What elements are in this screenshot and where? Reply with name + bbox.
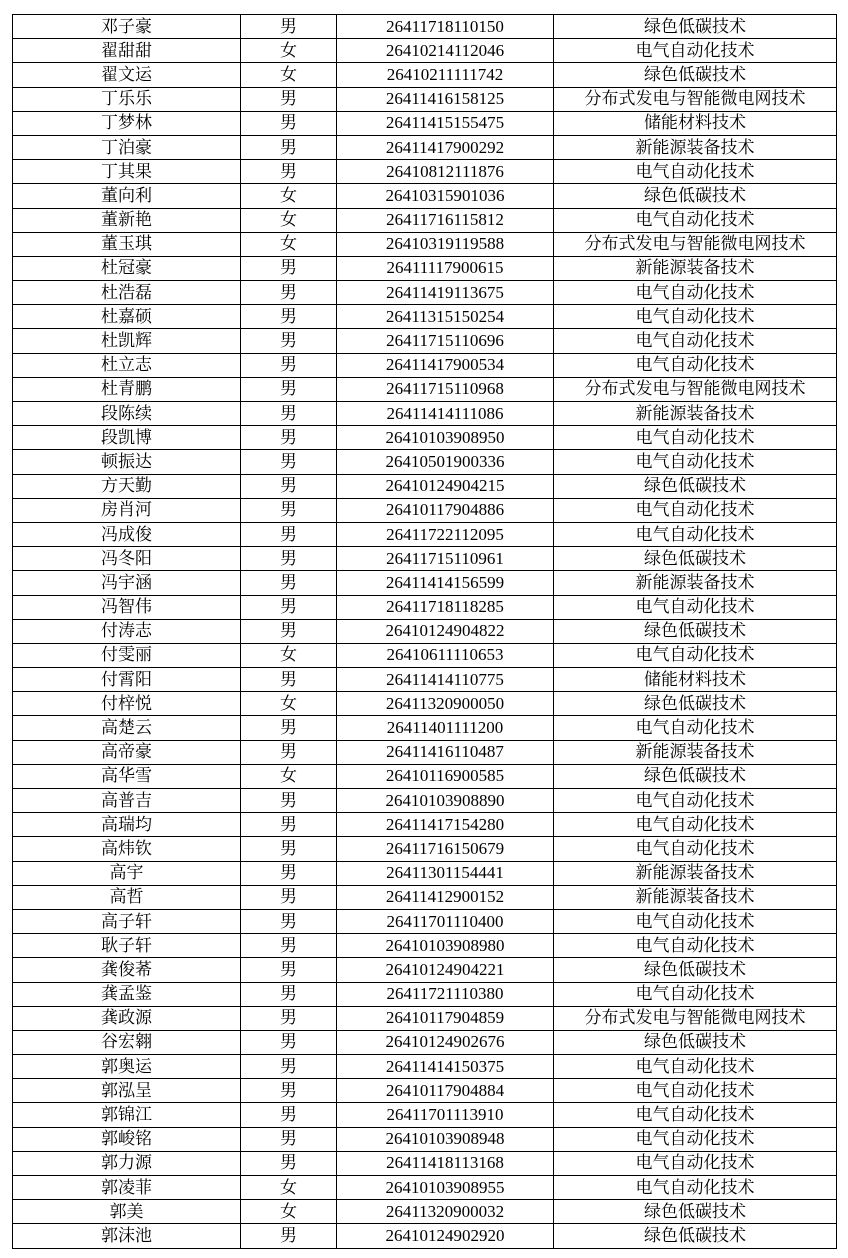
- major-cell: 新能源装备技术: [554, 402, 837, 426]
- student-name-cell: 翟甜甜: [13, 39, 241, 63]
- table-row: [13, 208, 837, 232]
- exam-number-cell: 26410315901036: [337, 184, 554, 208]
- student-name-cell: 冯宇涵: [13, 571, 241, 595]
- exam-number-cell: 26411417154280: [337, 813, 554, 837]
- gender-cell: 女: [241, 184, 337, 208]
- student-list-sheet: [12, 14, 836, 1249]
- exam-number-cell: 26411721110380: [337, 982, 554, 1006]
- gender-cell: 女: [241, 764, 337, 788]
- gender-cell: 男: [241, 474, 337, 498]
- table-row: [13, 1030, 837, 1054]
- student-name-cell: 郭奥运: [13, 1055, 241, 1079]
- table-row: [13, 522, 837, 546]
- gender-cell: 女: [241, 1200, 337, 1224]
- student-name-cell: 付梓悦: [13, 692, 241, 716]
- student-name-cell: 龚俊莃: [13, 958, 241, 982]
- major-cell: 绿色低碳技术: [554, 958, 837, 982]
- gender-cell: 男: [241, 740, 337, 764]
- major-cell: 新能源装备技术: [554, 885, 837, 909]
- gender-cell: 男: [241, 111, 337, 135]
- exam-number-cell: 26410124902676: [337, 1030, 554, 1054]
- student-name-cell: 方天勤: [13, 474, 241, 498]
- major-cell: 电气自动化技术: [554, 1127, 837, 1151]
- table-row: [13, 958, 837, 982]
- student-name-cell: 高普吉: [13, 789, 241, 813]
- table-row: [13, 111, 837, 135]
- major-cell: 电气自动化技术: [554, 1103, 837, 1127]
- exam-number-cell: 26411320900032: [337, 1200, 554, 1224]
- major-cell: 绿色低碳技术: [554, 184, 837, 208]
- exam-number-cell: 26410103908890: [337, 789, 554, 813]
- student-name-cell: 董玉琪: [13, 232, 241, 256]
- student-name-cell: 龚政源: [13, 1006, 241, 1030]
- table-row: [13, 619, 837, 643]
- student-name-cell: 丁乐乐: [13, 87, 241, 111]
- gender-cell: 男: [241, 15, 337, 39]
- student-name-cell: 付雯丽: [13, 643, 241, 667]
- gender-cell: 男: [241, 595, 337, 619]
- gender-cell: 男: [241, 87, 337, 111]
- gender-cell: 男: [241, 160, 337, 184]
- exam-number-cell: 26410501900336: [337, 450, 554, 474]
- exam-number-cell: 26411418113168: [337, 1151, 554, 1175]
- table-row: [13, 1200, 837, 1224]
- exam-number-cell: 26411716115812: [337, 208, 554, 232]
- major-cell: 绿色低碳技术: [554, 474, 837, 498]
- student-name-cell: 段凯博: [13, 426, 241, 450]
- table-row: [13, 692, 837, 716]
- major-cell: 电气自动化技术: [554, 281, 837, 305]
- student-name-cell: 杜凯辉: [13, 329, 241, 353]
- exam-number-cell: 26411416110487: [337, 740, 554, 764]
- table-row: [13, 329, 837, 353]
- gender-cell: 男: [241, 1030, 337, 1054]
- student-name-cell: 高哲: [13, 885, 241, 909]
- student-name-cell: 杜嘉硕: [13, 305, 241, 329]
- student-name-cell: 郭美: [13, 1200, 241, 1224]
- student-name-cell: 董向利: [13, 184, 241, 208]
- exam-number-cell: 26410319119588: [337, 232, 554, 256]
- major-cell: 电气自动化技术: [554, 522, 837, 546]
- table-row: [13, 861, 837, 885]
- table-row: [13, 256, 837, 280]
- student-name-cell: 付涛志: [13, 619, 241, 643]
- student-name-cell: 郭力源: [13, 1151, 241, 1175]
- exam-number-cell: 26411701110400: [337, 909, 554, 933]
- gender-cell: 男: [241, 450, 337, 474]
- exam-number-cell: 26410214112046: [337, 39, 554, 63]
- exam-number-cell: 26411117900615: [337, 256, 554, 280]
- exam-number-cell: 26411320900050: [337, 692, 554, 716]
- gender-cell: 男: [241, 1103, 337, 1127]
- major-cell: 电气自动化技术: [554, 595, 837, 619]
- exam-number-cell: 26411715110968: [337, 377, 554, 401]
- student-name-cell: 高帝豪: [13, 740, 241, 764]
- exam-number-cell: 26410117904859: [337, 1006, 554, 1030]
- gender-cell: 男: [241, 982, 337, 1006]
- student-name-cell: 丁泊豪: [13, 135, 241, 159]
- major-cell: 电气自动化技术: [554, 716, 837, 740]
- major-cell: 电气自动化技术: [554, 1079, 837, 1103]
- major-cell: 储能材料技术: [554, 668, 837, 692]
- major-cell: 新能源装备技术: [554, 256, 837, 280]
- exam-number-cell: 26410117904884: [337, 1079, 554, 1103]
- table-row: [13, 547, 837, 571]
- gender-cell: 男: [241, 135, 337, 159]
- major-cell: 电气自动化技术: [554, 208, 837, 232]
- gender-cell: 男: [241, 1224, 337, 1248]
- gender-cell: 男: [241, 256, 337, 280]
- student-name-cell: 郭锦江: [13, 1103, 241, 1127]
- exam-number-cell: 26410211111742: [337, 63, 554, 87]
- exam-number-cell: 26411414111086: [337, 402, 554, 426]
- student-name-cell: 杜立志: [13, 353, 241, 377]
- major-cell: 新能源装备技术: [554, 135, 837, 159]
- student-name-cell: 付霄阳: [13, 668, 241, 692]
- major-cell: 电气自动化技术: [554, 837, 837, 861]
- exam-number-cell: 26411718118285: [337, 595, 554, 619]
- exam-number-cell: 26410812111876: [337, 160, 554, 184]
- table-row: [13, 353, 837, 377]
- gender-cell: 女: [241, 63, 337, 87]
- gender-cell: 男: [241, 329, 337, 353]
- gender-cell: 男: [241, 789, 337, 813]
- table-row: [13, 402, 837, 426]
- table-row: [13, 1006, 837, 1030]
- student-name-cell: 高子轩: [13, 909, 241, 933]
- student-name-cell: 郭沫池: [13, 1224, 241, 1248]
- student-name-cell: 高瑞均: [13, 813, 241, 837]
- exam-number-cell: 26411415155475: [337, 111, 554, 135]
- student-name-cell: 房肖河: [13, 498, 241, 522]
- gender-cell: 男: [241, 909, 337, 933]
- major-cell: 新能源装备技术: [554, 740, 837, 764]
- gender-cell: 男: [241, 305, 337, 329]
- major-cell: 电气自动化技术: [554, 643, 837, 667]
- gender-cell: 男: [241, 619, 337, 643]
- exam-number-cell: 26410103908950: [337, 426, 554, 450]
- major-cell: 电气自动化技术: [554, 39, 837, 63]
- table-row: [13, 982, 837, 1006]
- major-cell: 电气自动化技术: [554, 1151, 837, 1175]
- table-row: [13, 184, 837, 208]
- major-cell: 绿色低碳技术: [554, 63, 837, 87]
- exam-number-cell: 26411715110961: [337, 547, 554, 571]
- gender-cell: 男: [241, 1006, 337, 1030]
- gender-cell: 女: [241, 232, 337, 256]
- table-row: [13, 1127, 837, 1151]
- major-cell: 电气自动化技术: [554, 305, 837, 329]
- gender-cell: 男: [241, 716, 337, 740]
- student-name-cell: 高楚云: [13, 716, 241, 740]
- table-row: [13, 668, 837, 692]
- major-cell: 绿色低碳技术: [554, 15, 837, 39]
- major-cell: 储能材料技术: [554, 111, 837, 135]
- exam-number-cell: 26411417900534: [337, 353, 554, 377]
- table-row: [13, 1055, 837, 1079]
- exam-number-cell: 26410124904822: [337, 619, 554, 643]
- gender-cell: 男: [241, 837, 337, 861]
- table-row: [13, 498, 837, 522]
- table-row: [13, 934, 837, 958]
- exam-number-cell: 26411301154441: [337, 861, 554, 885]
- gender-cell: 男: [241, 402, 337, 426]
- major-cell: 新能源装备技术: [554, 861, 837, 885]
- exam-number-cell: 26411715110696: [337, 329, 554, 353]
- exam-number-cell: 26411315150254: [337, 305, 554, 329]
- exam-number-cell: 26411416158125: [337, 87, 554, 111]
- table-row: [13, 474, 837, 498]
- table-row: [13, 426, 837, 450]
- exam-number-cell: 26410124904221: [337, 958, 554, 982]
- gender-cell: 女: [241, 39, 337, 63]
- major-cell: 分布式发电与智能微电网技术: [554, 87, 837, 111]
- student-table: [12, 14, 837, 1249]
- exam-number-cell: 26410124902920: [337, 1224, 554, 1248]
- gender-cell: 男: [241, 498, 337, 522]
- gender-cell: 男: [241, 1151, 337, 1175]
- table-row: [13, 305, 837, 329]
- exam-number-cell: 26411417900292: [337, 135, 554, 159]
- gender-cell: 男: [241, 1127, 337, 1151]
- table-row: [13, 63, 837, 87]
- student-name-cell: 高华雪: [13, 764, 241, 788]
- table-row: [13, 837, 837, 861]
- student-name-cell: 丁其果: [13, 160, 241, 184]
- major-cell: 分布式发电与智能微电网技术: [554, 232, 837, 256]
- exam-number-cell: 26410116900585: [337, 764, 554, 788]
- gender-cell: 男: [241, 813, 337, 837]
- gender-cell: 女: [241, 643, 337, 667]
- table-row: [13, 716, 837, 740]
- student-name-cell: 谷宏翱: [13, 1030, 241, 1054]
- student-name-cell: 郭泓呈: [13, 1079, 241, 1103]
- major-cell: 绿色低碳技术: [554, 692, 837, 716]
- gender-cell: 男: [241, 1079, 337, 1103]
- student-name-cell: 郭凌菲: [13, 1176, 241, 1200]
- table-row: [13, 135, 837, 159]
- major-cell: 电气自动化技术: [554, 498, 837, 522]
- table-row: [13, 909, 837, 933]
- gender-cell: 男: [241, 522, 337, 546]
- gender-cell: 女: [241, 1176, 337, 1200]
- table-row: [13, 15, 837, 39]
- table-row: [13, 1151, 837, 1175]
- table-row: [13, 87, 837, 111]
- exam-number-cell: 26411414156599: [337, 571, 554, 595]
- exam-number-cell: 26410103908980: [337, 934, 554, 958]
- table-row: [13, 813, 837, 837]
- major-cell: 电气自动化技术: [554, 813, 837, 837]
- major-cell: 绿色低碳技术: [554, 547, 837, 571]
- exam-number-cell: 26411412900152: [337, 885, 554, 909]
- student-name-cell: 董新艳: [13, 208, 241, 232]
- student-name-cell: 杜浩磊: [13, 281, 241, 305]
- table-row: [13, 571, 837, 595]
- gender-cell: 男: [241, 934, 337, 958]
- major-cell: 分布式发电与智能微电网技术: [554, 377, 837, 401]
- table-row: [13, 740, 837, 764]
- major-cell: 绿色低碳技术: [554, 1224, 837, 1248]
- major-cell: 绿色低碳技术: [554, 1200, 837, 1224]
- table-row: [13, 160, 837, 184]
- gender-cell: 女: [241, 208, 337, 232]
- student-name-cell: 丁梦林: [13, 111, 241, 135]
- table-row: [13, 450, 837, 474]
- student-name-cell: 冯成俊: [13, 522, 241, 546]
- table-row: [13, 39, 837, 63]
- table-row: [13, 789, 837, 813]
- gender-cell: 男: [241, 885, 337, 909]
- student-name-cell: 高宇: [13, 861, 241, 885]
- table-row: [13, 595, 837, 619]
- gender-cell: 男: [241, 426, 337, 450]
- exam-number-cell: 26411716150679: [337, 837, 554, 861]
- major-cell: 电气自动化技术: [554, 426, 837, 450]
- major-cell: 电气自动化技术: [554, 329, 837, 353]
- exam-number-cell: 26411718110150: [337, 15, 554, 39]
- major-cell: 新能源装备技术: [554, 571, 837, 595]
- gender-cell: 男: [241, 353, 337, 377]
- exam-number-cell: 26411722112095: [337, 522, 554, 546]
- student-name-cell: 耿子轩: [13, 934, 241, 958]
- exam-number-cell: 26411701113910: [337, 1103, 554, 1127]
- table-row: [13, 1103, 837, 1127]
- gender-cell: 男: [241, 1055, 337, 1079]
- major-cell: 电气自动化技术: [554, 160, 837, 184]
- table-row: [13, 885, 837, 909]
- table-row: [13, 232, 837, 256]
- student-name-cell: 郭峻铭: [13, 1127, 241, 1151]
- major-cell: 绿色低碳技术: [554, 619, 837, 643]
- exam-number-cell: 26410611110653: [337, 643, 554, 667]
- major-cell: 电气自动化技术: [554, 353, 837, 377]
- gender-cell: 男: [241, 958, 337, 982]
- exam-number-cell: 26410103908948: [337, 1127, 554, 1151]
- exam-number-cell: 26410117904886: [337, 498, 554, 522]
- major-cell: 绿色低碳技术: [554, 1030, 837, 1054]
- exam-number-cell: 26411414110775: [337, 668, 554, 692]
- student-name-cell: 杜冠豪: [13, 256, 241, 280]
- major-cell: 电气自动化技术: [554, 789, 837, 813]
- gender-cell: 男: [241, 281, 337, 305]
- student-table-body: [13, 15, 837, 1249]
- major-cell: 电气自动化技术: [554, 1176, 837, 1200]
- table-row: [13, 377, 837, 401]
- table-row: [13, 1176, 837, 1200]
- table-row: [13, 281, 837, 305]
- table-row: [13, 764, 837, 788]
- table-row: [13, 643, 837, 667]
- gender-cell: 男: [241, 861, 337, 885]
- table-row: [13, 1224, 837, 1248]
- major-cell: 电气自动化技术: [554, 450, 837, 474]
- gender-cell: 男: [241, 668, 337, 692]
- student-name-cell: 冯冬阳: [13, 547, 241, 571]
- student-name-cell: 杜青鹏: [13, 377, 241, 401]
- student-name-cell: 顿振达: [13, 450, 241, 474]
- gender-cell: 男: [241, 377, 337, 401]
- major-cell: 电气自动化技术: [554, 982, 837, 1006]
- exam-number-cell: 26411419113675: [337, 281, 554, 305]
- major-cell: 分布式发电与智能微电网技术: [554, 1006, 837, 1030]
- gender-cell: 男: [241, 571, 337, 595]
- major-cell: 电气自动化技术: [554, 909, 837, 933]
- exam-number-cell: 26411401111200: [337, 716, 554, 740]
- gender-cell: 女: [241, 692, 337, 716]
- student-name-cell: 段陈续: [13, 402, 241, 426]
- student-name-cell: 高炜钦: [13, 837, 241, 861]
- student-name-cell: 冯智伟: [13, 595, 241, 619]
- student-name-cell: 翟文运: [13, 63, 241, 87]
- exam-number-cell: 26410103908955: [337, 1176, 554, 1200]
- exam-number-cell: 26411414150375: [337, 1055, 554, 1079]
- table-row: [13, 1079, 837, 1103]
- gender-cell: 男: [241, 547, 337, 571]
- major-cell: 绿色低碳技术: [554, 764, 837, 788]
- exam-number-cell: 26410124904215: [337, 474, 554, 498]
- major-cell: 电气自动化技术: [554, 1055, 837, 1079]
- student-name-cell: 龚孟鉴: [13, 982, 241, 1006]
- major-cell: 电气自动化技术: [554, 934, 837, 958]
- student-name-cell: 邓子豪: [13, 15, 241, 39]
